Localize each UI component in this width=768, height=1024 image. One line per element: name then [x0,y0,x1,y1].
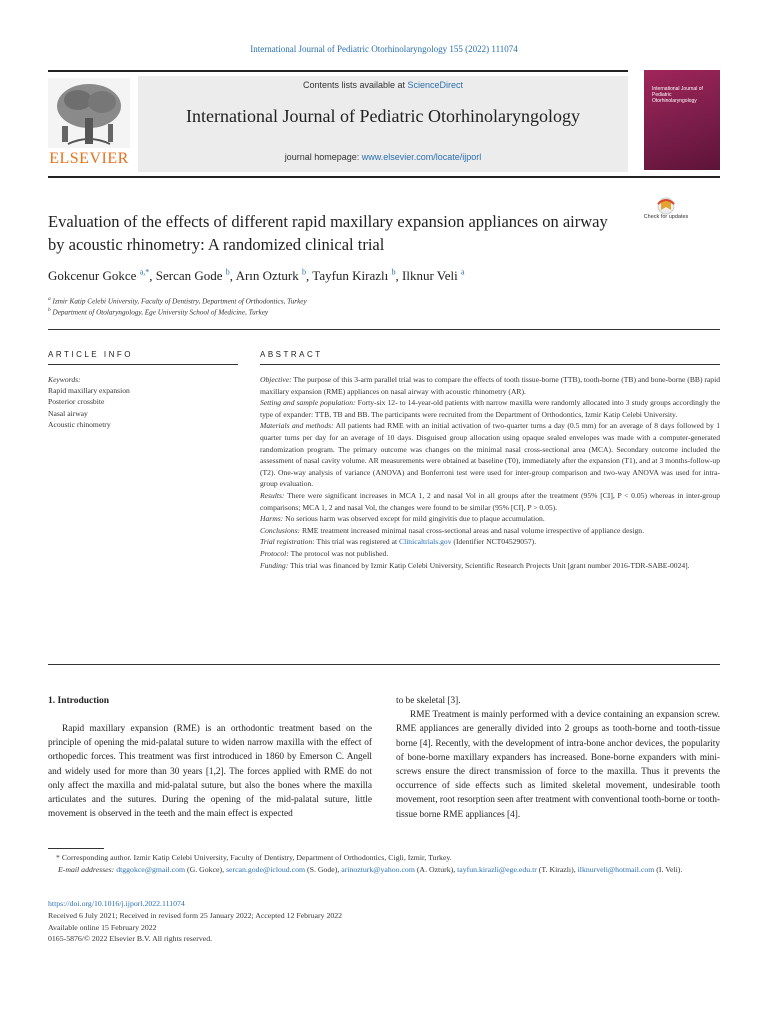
elsevier-wordmark: ELSEVIER [49,150,129,167]
article-info-heading: ARTICLE INFO [48,350,133,359]
abstract-harms: Harms: No serious harm was observed except for mild gingivitis due to plaque accumulation. [260,514,545,524]
check-for-updates-label[interactable]: Check for updates [643,214,689,220]
sciencedirect-link[interactable]: ScienceDirect [407,80,464,90]
section-heading-introduction: 1. Introduction [48,696,110,706]
keywords-label: Keywords: [48,375,81,384]
article-meta [48,898,720,945]
intro-paragraph-1-cont: to be skeletal [3]. [396,696,461,706]
email-link[interactable]: sercan.gode@icloud.com [226,865,306,874]
journal-title: International Journal of Pediatric Otorhinolaryngology [186,106,580,126]
article-info-rule [48,364,238,365]
abstract-protocol: Protocol: The protocol was not published. [260,548,389,558]
author[interactable]: Arın Ozturk $^b$ [235,268,307,284]
affiliation-a: $^a$ Izmir Katip Celebi University, Faculty of Dentistry, Department of Orthodontics, Turkey [48,296,307,306]
abstract-setting: Setting and sample population: Forty-six 12- to 14-year-old patients with narrow maxilla were randomly allocated into 3 study groups accordingly the type of expander: TTB, TB and BB. The participants were recruited from the Department of Orthodontics, Izmir Katip Celebi University. [260,398,720,419]
email-addresses: E-mail addresses: dtggokce@gmail.com (G. Gokce), sercan.gode@icloud.com (S. Gode), arinozturk@yahoo.com (A. Ozturk), tayfun.kirazli@ege.edu.tr (T. Kirazlı), ilknurveli@hotmail.com (I. Veli). [58,865,683,874]
author[interactable]: Ilknur Veli $^a$ [402,268,465,284]
keyword: Posterior crossbite [48,397,105,407]
intro-paragraph-2: RME Treatment is mainly performed with a device containing an expansion screw. RME appliances are generally divided into 2 groups as tooth-borne and tooth-tissue borne [4]. Recently, with the development of intra-bone anchor devices, the popularity of bone-borne maxillary expanders has increased. Bone-borne expanders with mini-screws ensure the direct transmission of force to the maxilla. Thus it prevents the occurrence of side effects such as limited skeletal movement, undesirable tooth movement, root resorption seen after treatment with conventional tooth-borne or tooth-tissue borne RME appliances [4]. [396,710,721,820]
intro-right-column [396,694,720,822]
keyword: Rapid maxillary expansion [48,386,130,396]
homepage-link[interactable]: www.elsevier.com/locate/ijporl [361,152,482,162]
header-bottom-rule [48,176,720,178]
author[interactable]: Gokcenur Gokce $^{a,*}$ [48,268,150,284]
corresponding-author: * Corresponding author. Izmir Katip Celebi University, Faculty of Dentistry, Department of Orthodontics, Cigli, Izmir, Turkey. [56,853,452,862]
article-title: Evaluation of the effects of different rapid maxillary expansion appliances on airway by acoustic rhinometry: A randomized clinical trial [48,212,608,254]
contents-prefix: Contents lists available at [302,80,408,90]
journal-cover-image[interactable] [644,70,720,170]
contents-available [138,80,628,90]
abstract-funding: Funding: This trial was financed by Izmir Katip Celebi University, Scientific Research Projects Unit [grant number 2016-TDR-SABE-0024]. [260,560,690,570]
abstract-conclusions: Conclusions: RME treatment increased minimal nasal cross-sectional areas and nasal volume irrespective of appliance design. [260,525,645,535]
received-dates: Received 6 July 2021; Received in revised form 25 January 2022; Accepted 12 February 2022 [48,910,343,920]
email-link[interactable]: dtggokce@gmail.com [116,865,186,874]
journal-citation-link[interactable]: International Journal of Pediatric Otorhinolaryngology 155 (2022) 111074 [250,44,518,54]
author-list: Gokcenur Gokce $^{a,*}$, Sercan Gode $^b$, Arın Ozturk $^b$, Tayfun Kirazlı $^b$, Ilknur Veli $^a$ [48,268,465,284]
abstract-body [260,374,720,571]
abstract-heading: ABSTRACT [260,350,323,359]
affiliation-b: $^b$ Department of Otolaryngology, Ege University School of Medicine, Turkey [48,307,269,317]
header-top-rule [48,70,628,72]
author[interactable]: Tayfun Kirazlı $^b$ [312,268,396,284]
abstract-rule [260,364,720,365]
email-link[interactable]: ilknurveli@hotmail.com [577,865,655,874]
clinicaltrials-link[interactable]: Clinicaltrials.gov [399,537,452,547]
affiliation-rule [48,329,720,330]
doi-link[interactable]: https://doi.org/10.1016/j.ijporl.2022.111074 [48,899,185,908]
intro-paragraph-1: Rapid maxillary expansion (RME) is an orthodontic treatment based on the principle of opening the mid-palatal suture to widen narrow maxilla with the effect of orthopedic forces. This treatment was first introduced in 1860 by Emerson C. Angell and widely used for more than 30 years [1,2]. The forces applied with RME do not only affect the maxilla and mid-palatal suture, but also the bones where the maxilla articulates and the sutures. During the opening of the mid-palatal suture, little movement is observed in the teeth and the main effect is expected [48,724,372,820]
cover-title: International Journal of Pediatric Otorhinolaryngology [652,86,703,104]
intro-left-column [48,722,372,821]
journal-homepage [138,152,628,162]
abstract-objective: Objective: The purpose of this 3-arm parallel trial was to compare the effects of tooth tissue-borne (TTB), tooth-borne (TB) and bone-borne (BB) rapid maxillary expansion (RME) appliances on nasal airway with acoustic rhinometry (AR). [260,375,720,396]
abstract-methods: Materials and methods: All patients had RME with an initial activation of two-quarter turns a day (0.5 mm) for an average of 8 days followed by 1 quarter turns per day for an average of 10 days. Disguised group allocation using opaque sealed envelopes was made with a computer-generated randomization program. The primary outcome was changes on the minimal nasal cross-sectional area (MCA). Secondary outcome included the assessment of nasal cavity volume. AR measurements were obtained at baseline (T0), immediately after the expansion (T1), and at 3 months-follow-up (T2). One-way analysis of variance (ANOVA) and Bonferroni test were used for inter-group comparison and two-way ANOVA was used for intra-group evaluation. [260,421,720,489]
email-link[interactable]: tayfun.kirazli@ege.edu.tr [457,865,537,874]
abstract-results: Results: There were significant increases in MCA 1, 2 and nasal Vol in all groups after the treatment (95% [CI], P < 0.05) whereas in inter-group comparisons; MCA 1, 2 and nasal Vol, the changes were found to be similar (95% [CI], P > 0.05). [260,490,720,512]
keywords-block [48,374,238,430]
abstract-trial-registration: Trial registration: This trial was registered at Clinicaltrials.gov (Identifier NCT04529057). [260,537,537,547]
available-online: Available online 15 February 2022 [48,922,157,932]
footnote-rule [48,848,104,849]
email-link[interactable]: arinozturk@yahoo.com [341,865,415,874]
keyword: Acoustic rhinometry [48,419,111,429]
footnotes [48,852,720,876]
copyright: 0165-5876/© 2022 Elsevier B.V. All rights reserved. [48,934,213,944]
author[interactable]: Sercan Gode $^b$ [155,268,230,284]
homepage-prefix: journal homepage: [284,152,362,162]
abstract-bottom-rule [48,664,720,665]
keyword: Nasal airway [48,408,88,418]
